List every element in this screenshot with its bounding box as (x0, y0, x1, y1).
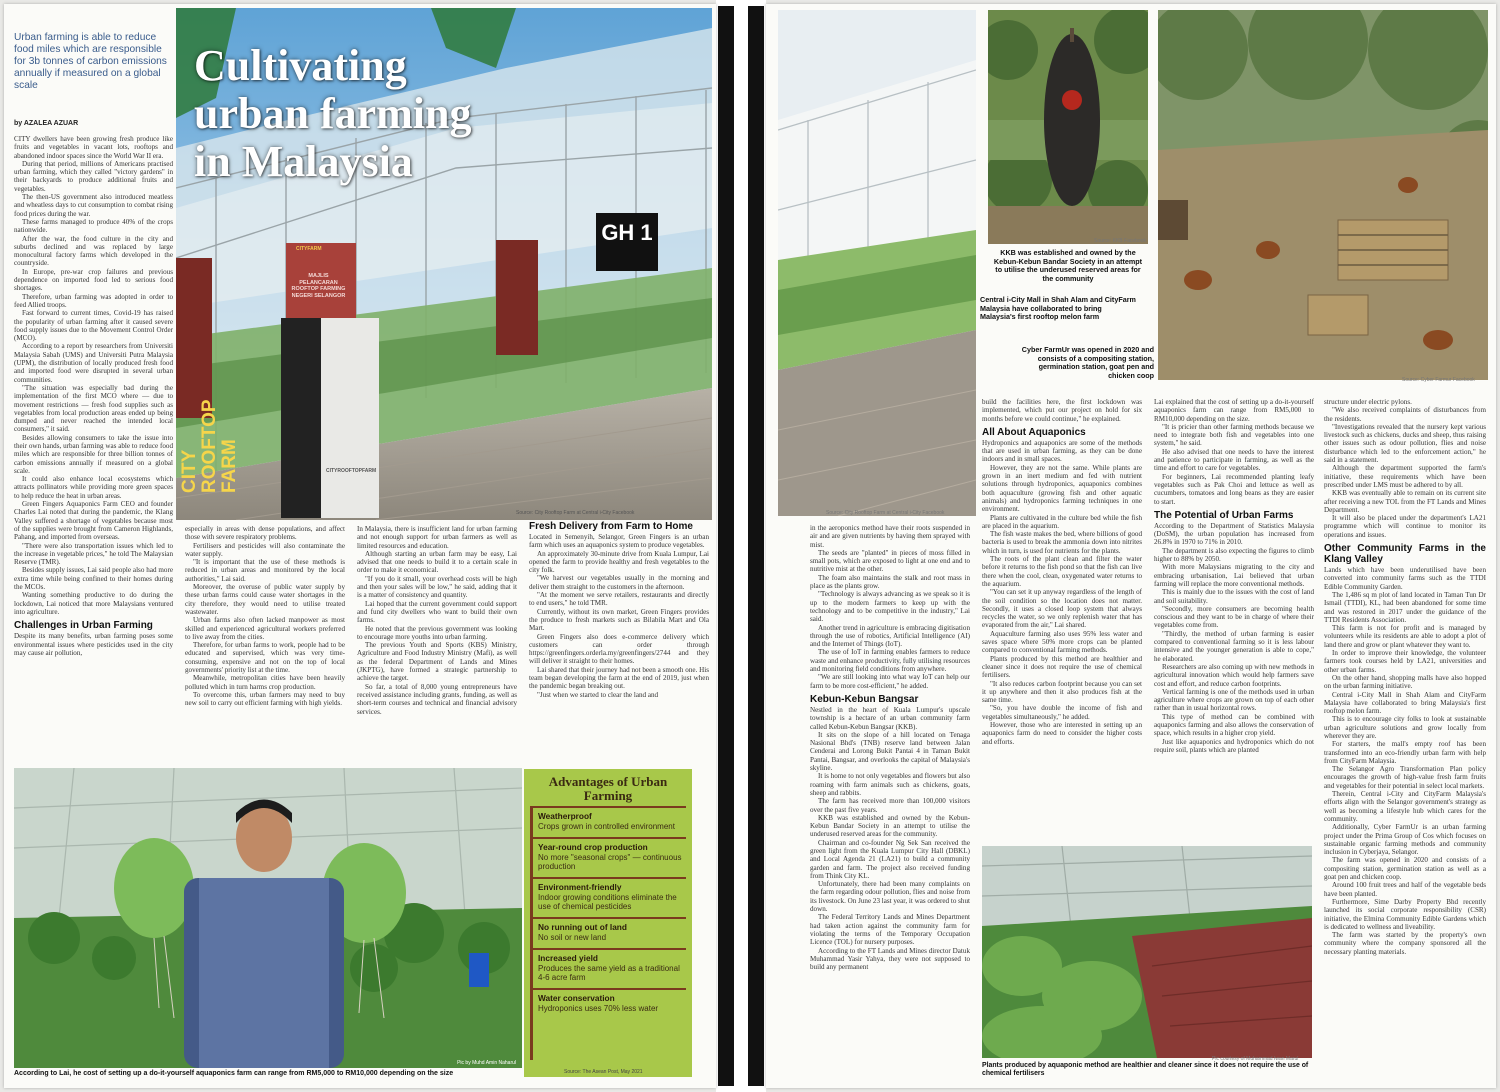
paragraph: The use of IoT in farming enables farmers to reduce waste and enhance productivity, fully utilising resources and monitoring field conditions from anywhere. (810, 648, 970, 674)
paragraph: With more Malaysians migrating to the city and embracing urbanisation, Lai believed that urban farming will replace the more conventional methods. (1154, 563, 1314, 588)
paragraph: Lands which have been underutilised have been converted into community farms such as the TTDI Edible Community Garden. (1324, 566, 1486, 591)
paragraph: Additionally, Cyber FarmUr is an urban farming project under the Prima Group of Cos which focuses on sustainable organic farming methods and community inclusion in Cyberjaya, Selangor. (1324, 823, 1486, 857)
paragraph: The then-US government also introduced meatless and wheatless days to cut consumption to combat rising food prices during the war. (14, 193, 173, 218)
advantage-item (530, 806, 686, 831)
right-col3-rest (1154, 522, 1314, 754)
paragraph: "Thirdly, the method of urban farming is easier compared to conventional farming so it is less labour intensive and the younger generation is able to cope," he elaborated. (1154, 629, 1314, 663)
paragraph: An approximately 30-minute drive from Kuala Lumpur, Lai opened the farm to provide healthy and fresh vegetables to the city folk. (529, 549, 709, 575)
paragraph: This is to encourage city folks to look at sustainable urban agriculture solutions and grow locally from wherever they are. (1324, 715, 1486, 740)
left-column-2 (185, 525, 345, 765)
paragraph: The farm was started by the property's own community where the company sponsored all the necessary planting materials. (1324, 931, 1486, 956)
paragraph: The previous Youth and Sports (KBS) Ministry, Agriculture and Food Industry Ministry (Mafi), as well as the federal Department of Lands and Mines (JKPTG), have formed a strategic partnership to achieve the target. (357, 641, 517, 683)
paragraph: Just like aquaponics and hydroponics which do not require soil, plants which are planted (1154, 737, 1314, 754)
paragraph: "There were also transportation issues which led to the increase in vegetable prices," he told The Malaysian Reserve (TMR). (14, 541, 173, 567)
advantage-title: Increased yield (538, 953, 598, 963)
paragraph: Currently, without its own market, Green Fingers provides the produce to fresh markets such as Bilabila Mart and Ola Mart. (529, 607, 709, 633)
paragraph: "Secondly, more consumers are becoming health conscious and they want to be in charge of where their vegetables come from. (1154, 604, 1314, 630)
paragraph: structure under electric pylons. (1324, 398, 1412, 406)
kkb-caption: KKB was established and owned by the Kebun-Kebun Bandar Society in an attempt to utilise the underused reserved areas for the community (993, 248, 1143, 283)
paragraph: "It is pricier than other farming methods because we need to integrate both fish and vegetables into one system," he said. (1154, 422, 1314, 448)
left-col4-heading: Fresh Delivery from Farm to Home (529, 521, 693, 532)
advantage-title: Environment-friendly (538, 882, 622, 892)
paragraph: This farm is not for profit and is managed by volunteers while its residents are able to adopt a plot of land there and grow or plant whatever they want to. (1324, 624, 1486, 649)
right-col3-heading: The Potential of Urban Farms (1154, 509, 1294, 521)
paragraph: It sits on the slope of a hill located on Tenaga Nasional Bhd's (TNB) reserve land between Jalan Cenderai and Lorong Bukit Pantai 4 in Taman Bukit Pantai, Bangsar, and overlooks the capital of Malaysia's skyline. (810, 730, 970, 773)
advantage-description: No more "seasonal crops" — continuous production (538, 853, 682, 871)
advantage-item (530, 877, 686, 911)
paragraph: Central i-City Mall in Shah Alam and CityFarm Malaysia have collaborated to bring Malaysia's first rooftop melon farm. (1324, 690, 1486, 716)
paragraph: To overcome this, urban farmers may need to buy new soil to carry out efficient farming with high yields. (185, 690, 345, 708)
advantage-description: No soil or new land (538, 933, 607, 942)
intro-text: Urban farming is able to reduce food miles which are responsible for 3b tonnes of carbon emissions annually if measured on a global scale (14, 32, 167, 91)
paragraph: Urban farms also often lacked manpower as most skilled and experienced agricultural workers preferred to live away from the cities. (185, 616, 345, 641)
paragraph: The roots of the plant clean and filter the water before it returns to the fish pond so that the fish can live there when the cool, clean, oxygenated water returns to the aquarium. (982, 555, 1142, 588)
paragraph: Therein, Central i-City and CityFarm Malaysia's efforts align with the Selangor government's strategy as well as becoming a lifestyle hub which cares for the community. (1324, 790, 1486, 823)
paragraph: According to the Department of Statistics Malaysia (DoSM), the urban population has increased from 26.8% in 1970 to 71% in 2010. (1154, 521, 1314, 547)
paragraph: For starters, the mall's empty roof has been transformed into an eco-friendly urban farm with help from CityFarm Malaysia. (1324, 740, 1486, 765)
paragraph: According to a report by researchers from Universiti Malaysia Sabah (UMS) and Universiti Putra Malaysia (UPM), the distribution of locally produced fresh food and imported food were disrupted in several urban communities. (14, 342, 173, 384)
paragraph: This type of method can be combined with aquaponics farming and also allows the conservation of space, which results in a higher crop yield. (1154, 712, 1314, 738)
left-column-4 (529, 521, 709, 764)
right-col2-rest (982, 439, 1142, 746)
paragraph: Lai explained that the cost of setting up a do-it-yourself aquaponics farm can range from RM5,000 to RM10,000 depending on the size. (1154, 398, 1314, 423)
paragraph: Besides supply issues, Lai said people also had more extra time while being confined to their homes during the MCOs. (14, 566, 173, 592)
cyber-farm-photo (1158, 10, 1488, 380)
paragraph: This is mainly due to the issues with the cost of land and soil suitability. (1154, 588, 1314, 605)
paragraph: He also advised that one needs to have the interest and patience to participate in farming, as well as the time and effort to care for vegetables. (1154, 447, 1314, 473)
paragraph: Furthermore, Sime Darby Property Bhd recently launched its social corporate responsibility (CSR) initiative, the Elmina Community Edible Gardens which is dedicated to wellness and liveability. (1324, 897, 1486, 931)
paragraph: So far, a total of 8,000 young entrepreneurs have received assistance including grants, funding, as well as short-term courses and technical and financial advisory services. (357, 682, 517, 716)
right-col4-heading: Other Community Farms in the Klang Valley (1324, 543, 1486, 566)
paragraph: These farms managed to produce 40% of the crops nationwide. (14, 217, 173, 235)
aquaponic-photo (982, 846, 1312, 1058)
paragraph: Although starting an urban farm may be easy, Lai advised that one needs to build it to a certain scale in order to make it economical. (357, 549, 517, 575)
advantage-item (530, 948, 686, 982)
left-col1-body (14, 135, 173, 616)
central-caption: Central i-City Mall in Shah Alam and CityFarm Malaysia have collaborated to bring Malaysia's first rooftop melon farm (980, 295, 1136, 322)
paragraph: Aquaculture farming also uses 95% less water and saves space where 50% more crops can be planted compared to conventional farming methods. (982, 629, 1142, 655)
gutter-bar-right (748, 6, 764, 1086)
farmer-photo-credit: Pic by Muhd Amin Naharul (457, 1060, 516, 1066)
paragraph: Located in Semenyih, Selangor, Green Fingers is an urban farm which uses an aquaponics system to produce vegetables. (529, 533, 709, 550)
right-column-3 (1154, 398, 1314, 844)
advantages-title: Advantages of Urban Farming (548, 774, 668, 803)
advantages-list (530, 806, 686, 1013)
left-column-1 (14, 135, 173, 764)
right-column-1 (810, 524, 970, 1082)
paragraph: especially in areas with dense populations, and affect those with severe respiratory problems. (185, 525, 345, 542)
paragraph: Another trend in agriculture is embracing digitisation through the use of robotics, Artificial Intelligence (AI) and the Internet of Things (IoT). (810, 623, 970, 649)
paragraph: Moreover, the overuse of public water supply by these urban farms could cause water shortages in the city therefore, they would need to utilise treated wastewater. (185, 583, 345, 616)
paragraph: The farm was opened in 2020 and consists of a compositing station, germination station as well as a goat pen and chicken coop. (1324, 856, 1486, 882)
gutter-bar-left (718, 6, 734, 1086)
left-column-3 (357, 525, 517, 765)
melon-farm-credit: Source: City Rooftop Farm at Central i-City Facebook (826, 510, 945, 516)
paragraph: Plants are cultivated in the culture bed while the fish are placed in the aquarium. (982, 513, 1142, 530)
left-col2-body (185, 525, 345, 708)
paragraph: "It also reduces carbon footprint because you can set it up anywhere and then it also produces fish at the same time. (982, 679, 1142, 705)
aquaponic-caption: Plants produced by aquaponic method are healthier and cleaner since it does not require the use of chemical fertilisers (982, 1062, 1309, 1077)
paragraph: The farm has received more than 100,000 visitors over the past five years. (810, 797, 970, 814)
paragraph: "It is important that the use of these methods is reduced in urban areas and monitored by the local authorities," Lai said. (185, 558, 345, 583)
headline-line-1: Cultivating (194, 41, 407, 90)
paragraph: Chairman and co-founder Ng Sek San received the green light from the Kuala Lumpur City Hall (DBKL) and Local Agenda 21 (LA21) to build a community garden and farm. The project also received funding from Think City KL. (810, 838, 970, 880)
advantage-description: Hydroponics uses 70% less water (538, 1004, 659, 1013)
paragraph: Green Fingers also does e-commerce delivery which customers can order through https://greenfingers.orderla.my/greenfingers/2744 and they will deliver it straight to their homes. (529, 632, 709, 666)
photo-sign-gh: GH 1 (601, 220, 653, 245)
left-col4-body (529, 533, 709, 699)
photo-credit: Source: City Rooftop Farm at Central i-City Facebook (516, 510, 635, 516)
paragraph: Despite its many benefits, urban farming poses some environmental issues where pesticides used in the city may cause air pollution, (14, 632, 173, 657)
paragraph: Wanting something productive to do during the lockdown, Lai noticed that more Malaysians ventured into agriculture. (14, 591, 173, 616)
paragraph: Nestled in the heart of Kuala Lumpur's upscale township is a hectare of an urban community farm called Kebun-Kebun Bangsar (KKB). (810, 705, 970, 731)
photo-sign-small: CITYROOFTOPFARM (326, 468, 377, 474)
paragraph: Besides allowing consumers to take the issue into their own hands, urban farming was able to reduce food miles which are responsible for three billion tonnes of carbon emissions annually if measured on a global scale. (14, 433, 173, 475)
paragraph: Although the department supported the farm's initiative, these requirements which have been prescribed under LMS must be adhered to by all. (1324, 464, 1486, 489)
paragraph: Plants produced by this method are healthier and cleaner since it does not require the use of chemical fertilisers. (982, 654, 1142, 680)
advantages-box (524, 769, 692, 1077)
paragraph: "We harvest our vegetables usually in the morning and deliver them straight to the customers in the afternoon. (529, 574, 709, 591)
paragraph: Fast forward to current times, Covid-19 has raised the popularity of urban farming after it caused severe food supply issues due to the Movement Control Order (MCO). (14, 309, 173, 343)
paragraph: Meanwhile, metropolitan cities have been heavily polluted which in turn harms crop production. (185, 674, 345, 691)
paragraph: However, they are not the same. While plants are grown in an inert medium and fed with nutrient solutions through hydroponics, aquaponics combines both aquaculture (growing fish and other aquatic animals) and hydroponics farming techniques in one environment. (982, 463, 1142, 514)
photo-banner: MAJLIS PELANCARAN ROOFTOP FARMING NEGERI SELANGOR (291, 273, 346, 299)
paragraph: The Federal Territory Lands and Mines Department had taken action against the community farm for violating the terms of the Temporary Occupation Licence (TOL) for nursery purposes. (810, 913, 970, 947)
paragraph: "At the moment we serve retailers, restaurants and directly to end users," he told TMR. (529, 591, 709, 608)
paragraph: In Europe, pre-war crop failures and previous dependence on imported food led to serious food shortages. (14, 267, 173, 293)
melon-farm-photo (778, 10, 976, 516)
advantage-title: No running out of land (538, 922, 627, 932)
paragraph: "We also received complaints of disturbances from the residents. (1324, 406, 1486, 423)
photo-sign-city: CITY ROOFTOP FARM (179, 399, 240, 493)
paragraph: KKB was established and owned by the Kebun-Kebun Bandar Society in an attempt to utilise the underused reserved areas for the community. (810, 813, 970, 839)
kkb-photo (988, 10, 1148, 244)
right-col3-top (1154, 398, 1314, 506)
advantages-items (530, 806, 686, 1013)
paragraph: Vertical farming is one of the methods used in urban agriculture where crops are grown on top of each other rather than in usual horizontal rows. (1154, 687, 1314, 713)
paragraph: "So, you have double the income of fish and vegetables simultaneously," he added. (982, 704, 1142, 721)
headline-line-2: urban farming (194, 89, 472, 138)
paragraph: Therefore, urban farming was adopted in order to feed Allied troops. (14, 292, 173, 309)
paragraph: CITY dwellers have been growing fresh produce like fruits and vegetables in vacant lots, rooftops and abandoned indoor spaces since the World War II era. (14, 135, 173, 160)
advantages-source: Source: The Asean Post, May 2021 (564, 1069, 643, 1075)
advantage-description: Produces the same yield as a traditional 4-6 acre farm (538, 964, 680, 982)
advantage-title: Water conservation (538, 993, 615, 1003)
farmer-photo (14, 768, 522, 1068)
paragraph: Unfortunately, there had been many complaints on the farm regarding odour pollution, flies and noise from its livestock. On June 23 last year, it was ordered to shut down. (810, 880, 970, 914)
paragraph: in the aeroponics method have their roots suspended in air and are given nutrients by having them sprayed with mist. (810, 524, 970, 549)
photo-logo: CITYFARM (296, 246, 322, 252)
paragraph: For beginners, Lai recommended planting leafy vegetables such as Pak Choi and lettuce as well as cucumbers, tomatoes and long beans as they are easier to start. (1154, 472, 1314, 506)
left-page (4, 4, 716, 1088)
advantage-item (530, 917, 686, 942)
paragraph: "Just when we started to clear the land and (537, 690, 659, 699)
advantage-description: Indoor growing conditions eliminate the use of chemical pesticides (538, 893, 677, 911)
paragraph: During that period, millions of Americans practised urban farming, which they called "victory gardens" in their backyards to produce additional fruits and vegetables. (14, 159, 173, 193)
paragraph: "The situation was especially bad during the implementation of the first MCO where — due to movement restrictions — fresh food supplies such as vegetables from local production areas ended up being dumped and never reached the intended local consumers," it said. (14, 383, 173, 434)
kkb-credit: Source: KKB Facebook (1094, 238, 1146, 244)
left-col1-heading: Challenges in Urban Farming (14, 620, 153, 632)
left-col3-body (357, 525, 517, 716)
paragraph: In Malaysia, there is insufficient land for urban farming and not enough support for urban farmers as well as limited resources and education. (357, 525, 517, 550)
right-col2-top (982, 398, 1142, 423)
right-col1-top (810, 524, 970, 690)
paragraph: "Investigations revealed that the nursery kept various livestock such as chickens, ducks and sheep, thus raising other issues such as odour pollution, flies and noise disturbance which led to the enforcement action," he said in a statement. (1324, 422, 1486, 465)
right-column-2 (982, 398, 1142, 844)
paragraph: It could also enhance local ecosystems which attracts pollinators while providing more green spaces to help reduce the heat in urban areas. (14, 475, 173, 500)
advantage-item (530, 837, 686, 871)
paragraph: However, those who are interested in setting up an aquaponics farm do need to consider the higher costs and efforts. (982, 720, 1142, 746)
paragraph: On the other hand, shopping malls have also hopped on the urban farming initiative. (1324, 673, 1486, 691)
cyber-credit: Source: Cyber Farmur Facebook (1402, 377, 1475, 383)
advantage-item (530, 988, 686, 1013)
paragraph: Lai shared that their journey had not been a smooth one. His team began developing the farm at the end of 2019, just when the pandemic began breaking out. (529, 665, 709, 691)
paragraph: It will also be placed under the department's LA21 programme which will continue to monitor its operations and issues. (1324, 514, 1486, 539)
paragraph: The fish waste makes the bed, where billions of good bacteria is used to break the ammonia down into nitrites which in turn, is used for nutrients for the plants. (982, 530, 1142, 555)
paragraph: "We are still looking into what way IoT can help our farm to be more cost-efficient," he added. (810, 673, 970, 690)
paragraph: In order to improve their knowledge, the volunteer farmers took courses held by LA21, universities and other urban farms. (1324, 649, 1486, 674)
right-col4-rest (1324, 566, 1486, 956)
byline: by AZALEA AZUAR (14, 120, 79, 127)
headline-line-3: in Malaysia (194, 137, 413, 186)
paragraph: According to the FT Lands and Mines director Datuk Muhammad Yasir Yahya, they were not supposed to build any permanent (810, 946, 970, 972)
paragraph: Around 100 fruit trees and half of the vegetable beds have been planted. (1324, 881, 1486, 898)
paragraph: He noted that the previous government was looking to encourage more youths into urban farming. (357, 624, 517, 641)
paragraph: Therefore, for urban farms to work, people had to be educated and supervised, which was very time-consuming, expensive and not on the top of local governments' priority list at the time. (185, 641, 345, 675)
paragraph: The department is also expecting the figures to climb higher to 88% by 2050. (1154, 546, 1314, 564)
paragraph: The 1,486 sq m plot of land located in Taman Tun Dr Ismail (TTDI), KL, had been abandoned for some time and was restored in 2017 under the guidance of the TTDI Residents Association. (1324, 590, 1486, 624)
paragraph: "Technology is always advancing as we speak so it is up to the modern farmers to keep up with the technology and to be competitive in the industry," Lai said. (810, 590, 970, 624)
paragraph: After the war, the food culture in the city and suburbs declined and was replaced by large monocultural factory farms which developed in the countryside. (14, 234, 173, 268)
advantage-title: Year-round crop production (538, 842, 648, 852)
paragraph: It is home to not only vegetables and flowers but also roaming with farm animals such as chickens, goats, sheep and rabbits. (810, 772, 970, 797)
right-col4-top (1324, 398, 1486, 539)
headline (194, 42, 471, 186)
cyber-caption: Cyber FarmUr was opened in 2020 and consists of a compositing station, germination station, goat pen and chicken coop (1021, 345, 1154, 380)
right-col1-heading: Kebun-Kebun Bangsar (810, 693, 919, 705)
advantage-title: Weatherproof (538, 811, 592, 821)
right-col2-heading: All About Aquaponics (982, 426, 1086, 438)
paragraph: Hydroponics and aquaponics are some of the methods that are used in urban farming, as they can be done indoors and in small spaces. (982, 438, 1142, 464)
right-column-4 (1324, 398, 1486, 1082)
paragraph: Lai hoped that the current government could support and fund city dwellers who want to build their own farms. (357, 599, 517, 625)
advantage-description: Crops grown in controlled environment (538, 822, 675, 831)
page-gutter (716, 0, 766, 1092)
farmer-caption: According to Lai, he cost of setting up a do-it-yourself aquaponics farm can range from RM5,000 to RM10,000 depending on the size (14, 1070, 454, 1077)
paragraph: Researchers are also coming up with new methods in agricultural innovation which would help farmers save cost and effort, and reduce carbon footprints. (1154, 662, 1314, 688)
paragraph: The foam also maintains the stalk and root mass in place as the plants grow. (810, 573, 970, 591)
right-page (766, 4, 1496, 1088)
paragraph: The Selangor Agro Transformation Plan policy encourages the growth of high-value fresh farm fruits and vegetables for their potential in select local markets. (1324, 765, 1486, 790)
paragraph: build the facilities here, the first lockdown was implemented, which put our project on hold for six months before we could continue," he explained. (982, 398, 1142, 423)
paragraph: "You can set it up anyway regardless of the length of the soil condition so the location does not matter. Secondly, it uses a closed loop system that always recycles the water, so we only replenish water that has evaporated from the air," Lai shared. (982, 588, 1142, 630)
paragraph: KKB was eventually able to remain on its current site after receiving a new TOL from the FT Lands and Mines Department. (1324, 489, 1486, 514)
paragraph: Fertilisers and pesticides will also contaminate the water supply. (185, 541, 345, 558)
paragraph: Green Fingers Aquaponics Farm CEO and founder Charles Lai noted that during the pandemic, the Klang Valley suffered a shortage of vegetables because most of the supplies were brought from Cameron Highlands, Pahang, and imported from overseas. (14, 500, 173, 542)
right-col1-rest (810, 706, 970, 972)
left-col1-after (14, 632, 173, 657)
paragraph: "If you do it small, your overhead costs will be high and then your sales will be low," he said, adding that it is a matter of consistency and quantity. (357, 574, 517, 600)
paragraph: The seeds are "planted" in pieces of moss filled in small pots, which are exposed to light at one end and to nutritive mist at the other. (810, 548, 970, 574)
aquaponic-credit: Pic courtesy of Muhammad Iwan Marul (1212, 1056, 1299, 1062)
